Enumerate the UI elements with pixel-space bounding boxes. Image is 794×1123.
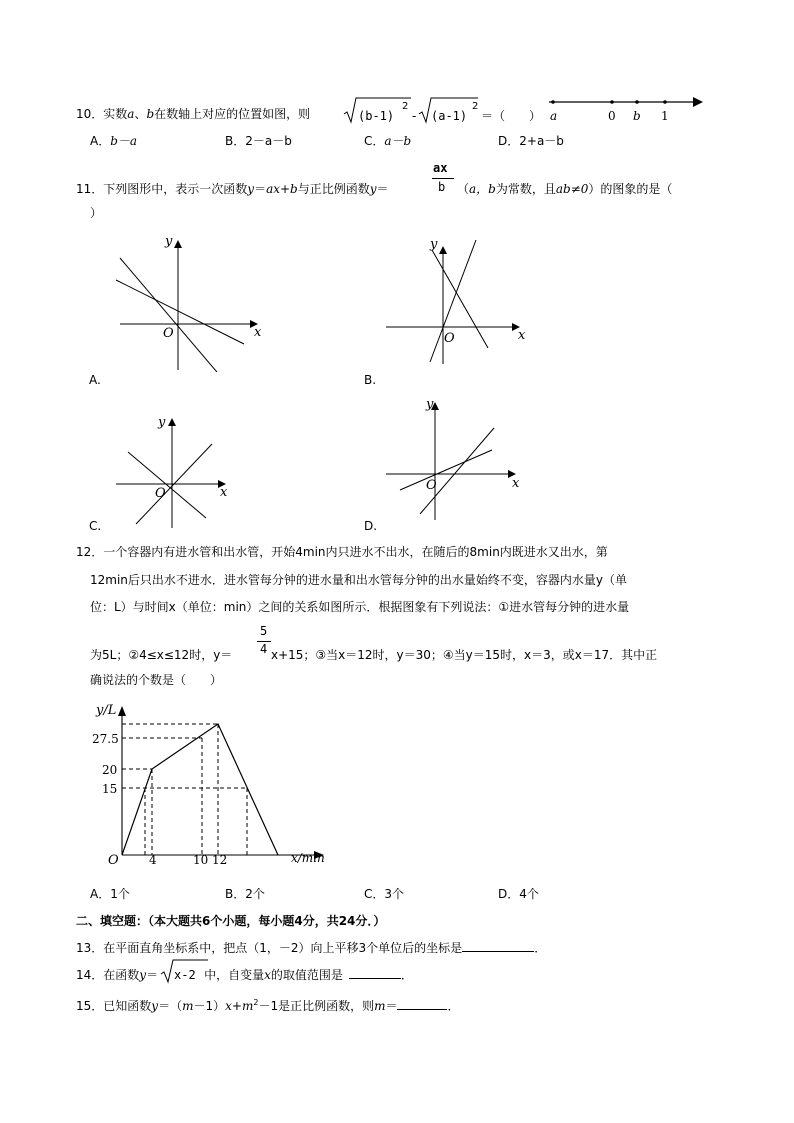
q13: 13．在平面直角坐标系中，把点（1，－2）向上平移3个单位后的坐标是 ．	[76, 941, 547, 955]
q11-label-b: B.	[364, 373, 377, 387]
nl-b: b	[633, 109, 641, 123]
q10-root1: (b-1)	[358, 109, 395, 123]
origin-label: O	[426, 478, 437, 493]
origin-label: O	[163, 326, 174, 341]
q11-stem-2: （a，b为常数，且ab≠0）的图象的是（	[457, 182, 673, 196]
q11-graph-c[interactable]	[110, 412, 240, 532]
q10-choice-c[interactable]: C．a－b	[364, 134, 412, 148]
q11-stem-3: ）	[90, 206, 103, 220]
axis-x-label: x	[254, 325, 262, 340]
q12-graph[interactable]	[88, 698, 338, 870]
q10-var-b: b	[146, 107, 155, 121]
q11-graph-d[interactable]	[380, 392, 530, 528]
q10-tail: ＝（ ）	[481, 109, 542, 123]
q12-xtick-4: 4	[149, 853, 157, 867]
q11-frac-bar	[432, 178, 454, 179]
q10-root2: (a-1)	[431, 109, 468, 123]
q15-answer-blank[interactable]	[397, 998, 447, 1010]
axis-y-label: y	[165, 234, 173, 249]
q12-ytick-15: 15	[102, 782, 118, 796]
q10-var-a: a	[127, 107, 135, 121]
nl-a: a	[550, 109, 558, 123]
q12-line-4b: x+15；③当x＝12时，y＝30；④当y＝15时，x＝3，或x＝17．其中正	[271, 648, 658, 662]
axis-x-label: x	[518, 328, 526, 343]
section-2-title: 二、填空题：（本大题共6个小题，每小题4分，共24分．）	[76, 914, 386, 928]
q12-choice-c[interactable]: C．3个	[364, 887, 405, 901]
nl-one: 1	[661, 109, 669, 123]
q11-frac-den: b	[438, 180, 446, 194]
axis-x-label: x	[220, 485, 228, 500]
q12-line-5: 确说法的个数是（ ）	[90, 673, 223, 687]
axis-y-label: y	[158, 415, 166, 430]
q12-x-axis-label: x/min	[291, 851, 325, 865]
q12-xtick-12: 12	[212, 853, 228, 867]
q11-label-a: A.	[89, 373, 101, 387]
q12-line-2: 12min后只出水不进水．进水管每分钟的进水量和出水管每分钟的出水量始终不变，容器内水量y（单	[90, 573, 628, 587]
origin-label: O	[444, 331, 455, 346]
q12-line-3: 位：L）与时间x（单位：min）之间的关系如图所示．根据图象有下列说法：①进水管每分钟的进水量	[90, 600, 630, 614]
q10-sq1: 2	[402, 101, 409, 112]
q10-sq2: 2	[472, 101, 479, 112]
q11-stem: 11．下列图形中，表示一次函数y＝ax+b与正比例函数y＝	[76, 182, 389, 196]
q10-minus: -	[412, 109, 417, 123]
q10-choice-a[interactable]: A．b－a	[90, 134, 138, 148]
axis-y-label: y	[430, 237, 438, 252]
q14: 14．在函数y＝ 中，自变量x的取值范围是 ．	[76, 968, 413, 982]
q12-choice-b[interactable]: B．2个	[225, 887, 265, 901]
q11-frac-num: ax	[433, 161, 448, 175]
q12-choice-a[interactable]: A．1个	[90, 887, 130, 901]
q10-mid: 在数轴上对应的位置如图，则	[154, 107, 311, 121]
q12-xtick-10: 10	[193, 853, 209, 867]
q12-y-axis-label: y/L	[96, 703, 117, 718]
q10-number-line	[545, 92, 710, 126]
q12-ytick-27.5: 27.5	[92, 732, 119, 746]
q10-stem	[76, 106, 310, 122]
q11-graph-b[interactable]	[380, 236, 530, 372]
q10-sep: 、	[134, 107, 147, 121]
q12-frac-den: 4	[260, 642, 268, 656]
q10-choice-d[interactable]: D．2+a－b	[498, 134, 564, 148]
q12-ytick-20: 20	[102, 763, 118, 777]
nl-zero: 0	[608, 109, 616, 123]
q12-origin: O	[108, 853, 119, 868]
q11-label-d: D.	[364, 519, 378, 533]
q12-line-4a: 为5L；②4≤x≤12时，y＝	[90, 648, 233, 662]
axis-y-label: y	[426, 397, 434, 412]
q14-answer-blank[interactable]	[349, 967, 401, 979]
q11-label-c: C.	[89, 519, 102, 533]
q10-choice-b[interactable]: B．2－a－b	[225, 134, 292, 148]
q15: 15．已知函数$y=(m-1)x+m^2-1$是正比例函数，则m＝ ．	[76, 998, 460, 1013]
q13-answer-blank[interactable]	[462, 940, 534, 952]
q11-graph-a[interactable]	[110, 232, 270, 372]
q10-prefix: 10．实数	[76, 107, 128, 121]
q14-root: x-2	[174, 968, 196, 982]
q12-choice-d[interactable]: D．4个	[498, 887, 539, 901]
q12-line-1: 12．一个容器内有进水管和出水管，开始4min内只进水不出水，在随后的8min内既进水又出水，第	[76, 545, 608, 559]
origin-label: O	[155, 486, 166, 501]
q12-frac-num: 5	[260, 624, 268, 638]
axis-x-label: x	[512, 476, 520, 491]
